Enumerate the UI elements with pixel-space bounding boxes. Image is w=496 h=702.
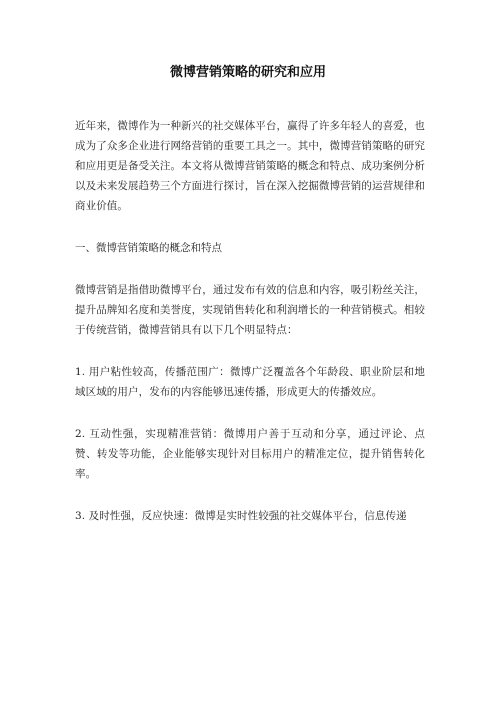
document-body [75, 116, 425, 526]
spacer [75, 216, 425, 238]
document-title: 微博营销策略的研究和应用 [169, 65, 326, 80]
spacer [75, 340, 425, 362]
section-heading: 一、微博营销策略的概念和特点 [75, 242, 222, 254]
intro-paragraph: 近年来，微博作为一种新兴的社交媒体平台，赢得了许多年轻人的喜爱，也成为了众多企业进行网络营销的重要工具之一。其中，微博营销策略的研究和应用更是备受关注。本文将从微博营销策略的概念和特点、成功案例分析以及未来发展趋势三个方面进行探讨，旨在深入挖掘微博营销的运营规律和商业价值。 [75, 120, 425, 212]
spacer [75, 484, 425, 506]
list-item-2: 2. 互动性强，实现精准营销：微博用户善于互动和分享，通过评论、点赞、转发等功能，企业能够实现针对目标用户的精准定位，提升销售转化率。 [75, 428, 425, 480]
spacer [75, 258, 425, 280]
list-item-3: 3. 及时性强，反应快速：微博是实时性较强的社交媒体平台，信息传递 [75, 510, 407, 522]
list-item-1: 1. 用户粘性较高，传播范围广：微博广泛覆盖各个年龄段、职业阶层和地域区域的用户，发布的内容能够迅速传播，形成更大的传播效应。 [75, 366, 425, 398]
spacer [75, 402, 425, 424]
section-paragraph: 微博营销是指借助微博平台，通过发布有效的信息和内容，吸引粉丝关注，提升品牌知名度和美誉度，实现销售转化和利润增长的一种营销模式。相较于传统营销，微博营销具有以下几个明显特点： [75, 284, 425, 336]
